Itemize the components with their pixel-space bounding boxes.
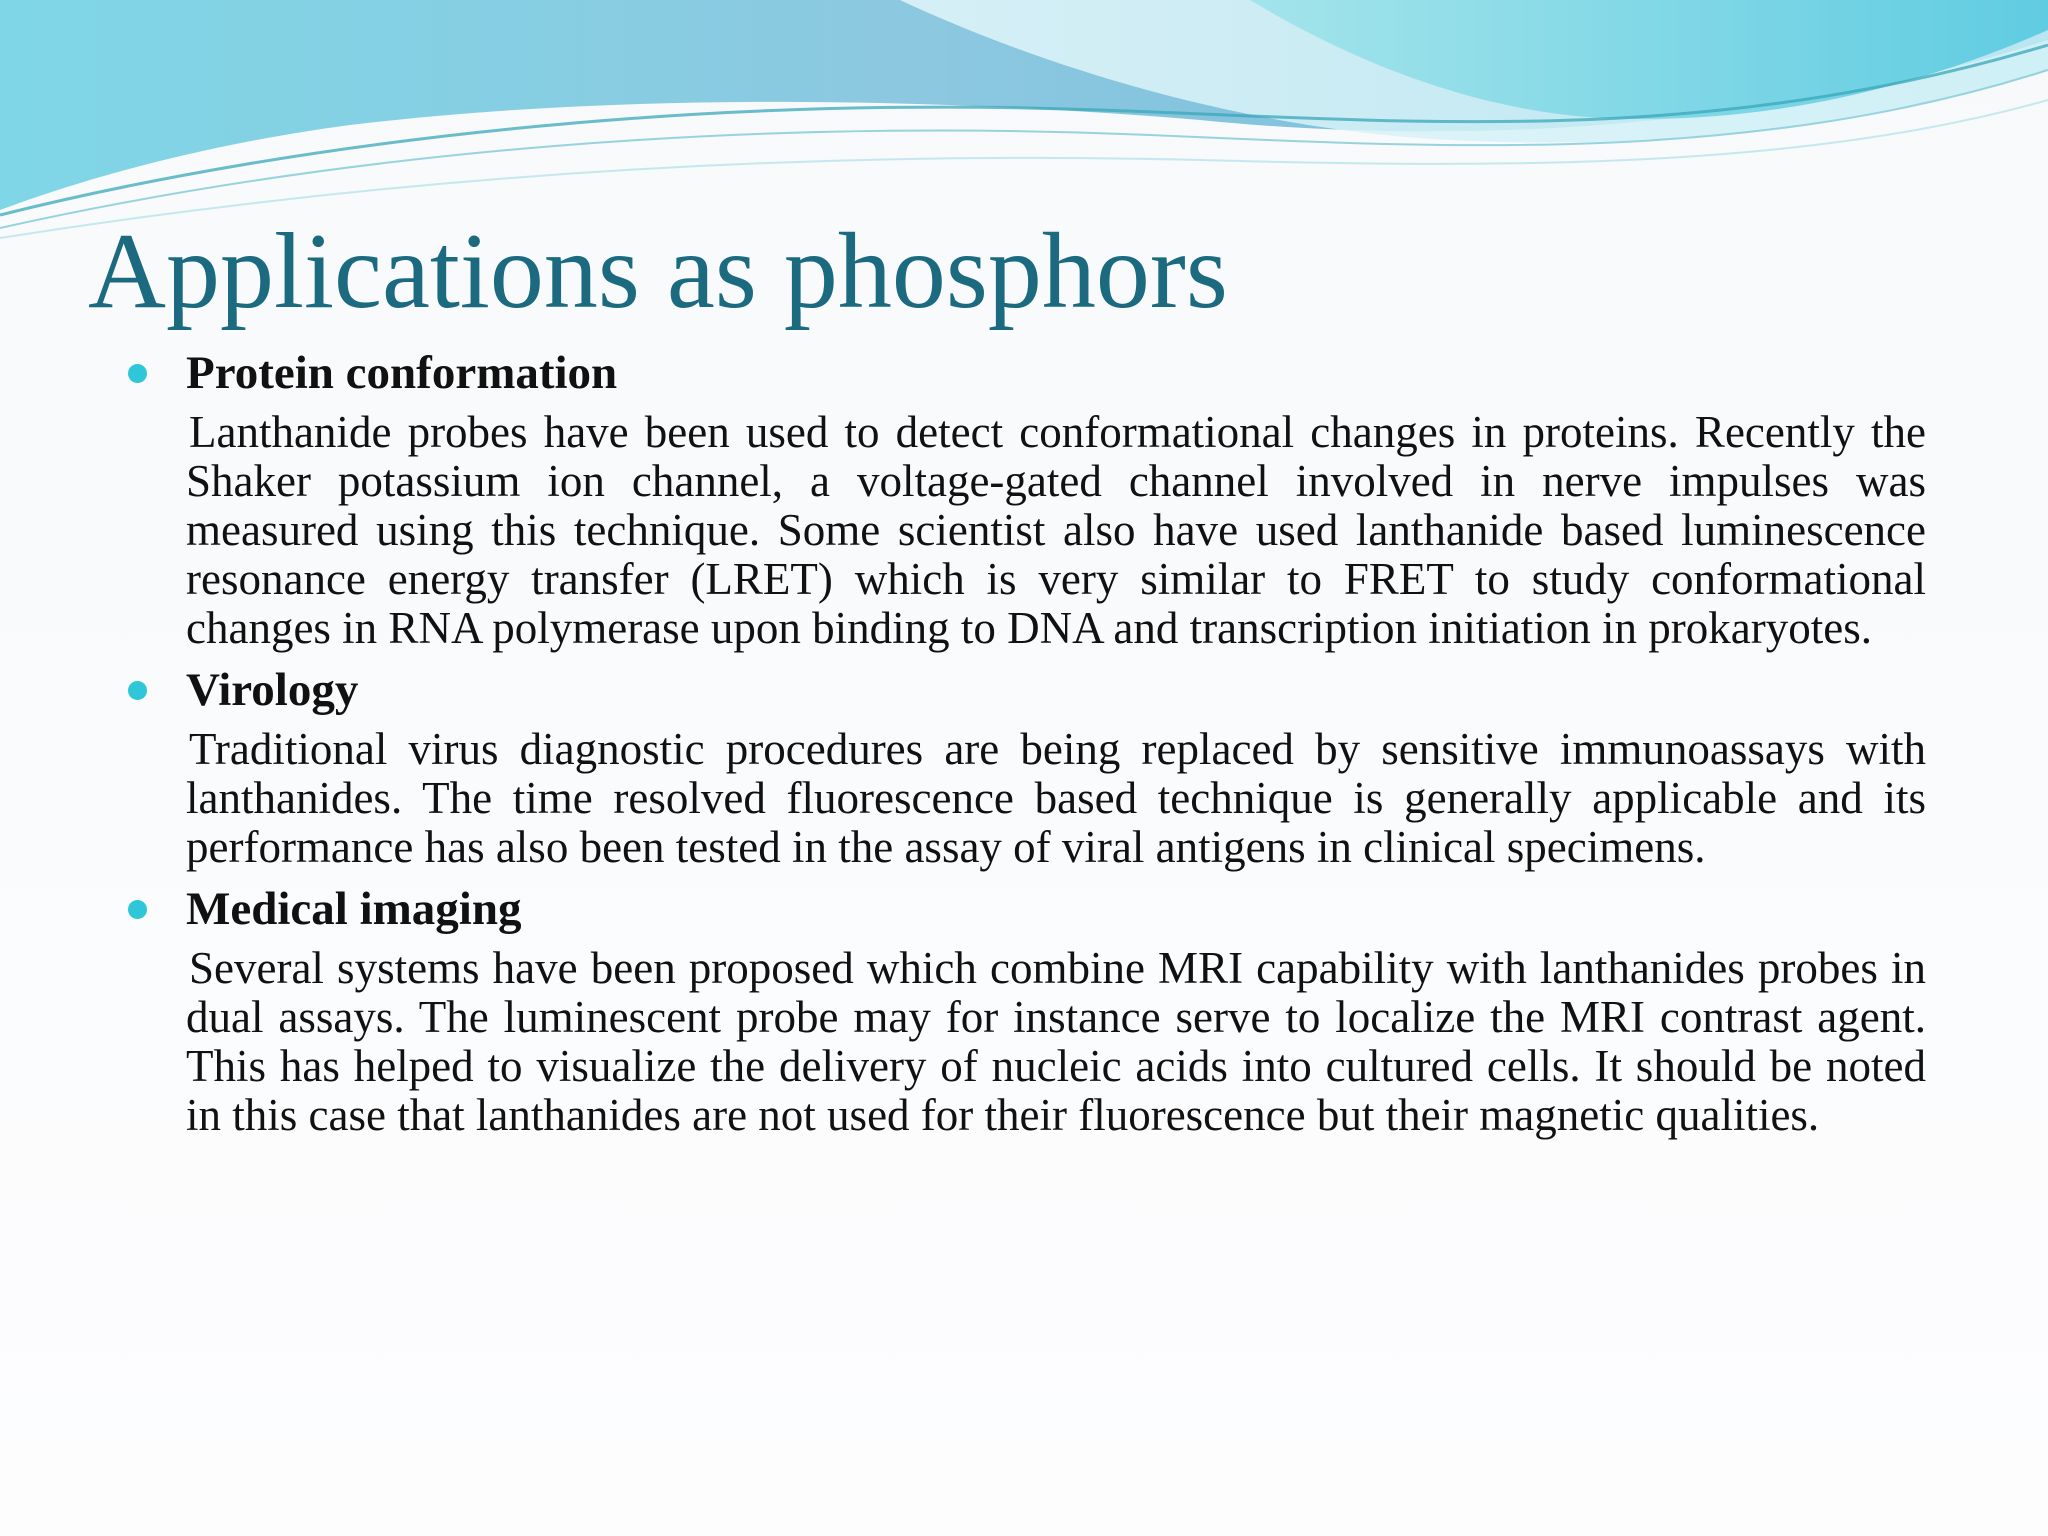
bullet-dot-icon [128,364,147,383]
section-heading [128,663,1926,717]
section-paragraph: Traditional virus diagnostic procedures are being replaced by sensitive immunoassays with lanthanides. The time resolved fluorescence based technique is generally applicable and its performance has also been tested in the assay of viral antigens in clinical specimens. [186,724,1926,872]
bullet-dot-icon [128,681,147,700]
section-protein-conformation [128,346,1926,653]
content-body [128,346,1926,1150]
section-paragraph: Several systems have been proposed which combine MRI capability with lanthanides probes in dual assays. The luminescent probe may for instance serve to localize the MRI contrast agent. This has helped to visualize the delivery of nucleic acids into cultured cells. It should be noted in this case that lanthanides are not used for their fluorescence but their magnetic qualities. [186,943,1926,1140]
slide-title: Applications as phosphors [88,212,1228,331]
section-medical-imaging [128,882,1926,1140]
section-paragraph: Lanthanide probes have been used to detect conformational changes in proteins. Recently the Shaker potassium ion channel, a voltage-gated channel involved in nerve impulses was measured using this technique. Some scientist also have used lanthanide based luminescence resonance energy transfer (LRET) which is very similar to FRET to study conformational changes in RNA polymerase upon binding to DNA and transcription initiation in prokaryotes. [186,407,1926,653]
section-heading-text: Virology [186,664,359,716]
header-wave-decoration [0,0,2048,240]
section-heading [128,882,1926,936]
section-virology [128,663,1926,872]
section-heading-text: Medical imaging [186,883,522,935]
section-heading-text: Protein conformation [186,347,618,399]
bullet-dot-icon [128,900,147,919]
section-heading [128,346,1926,400]
